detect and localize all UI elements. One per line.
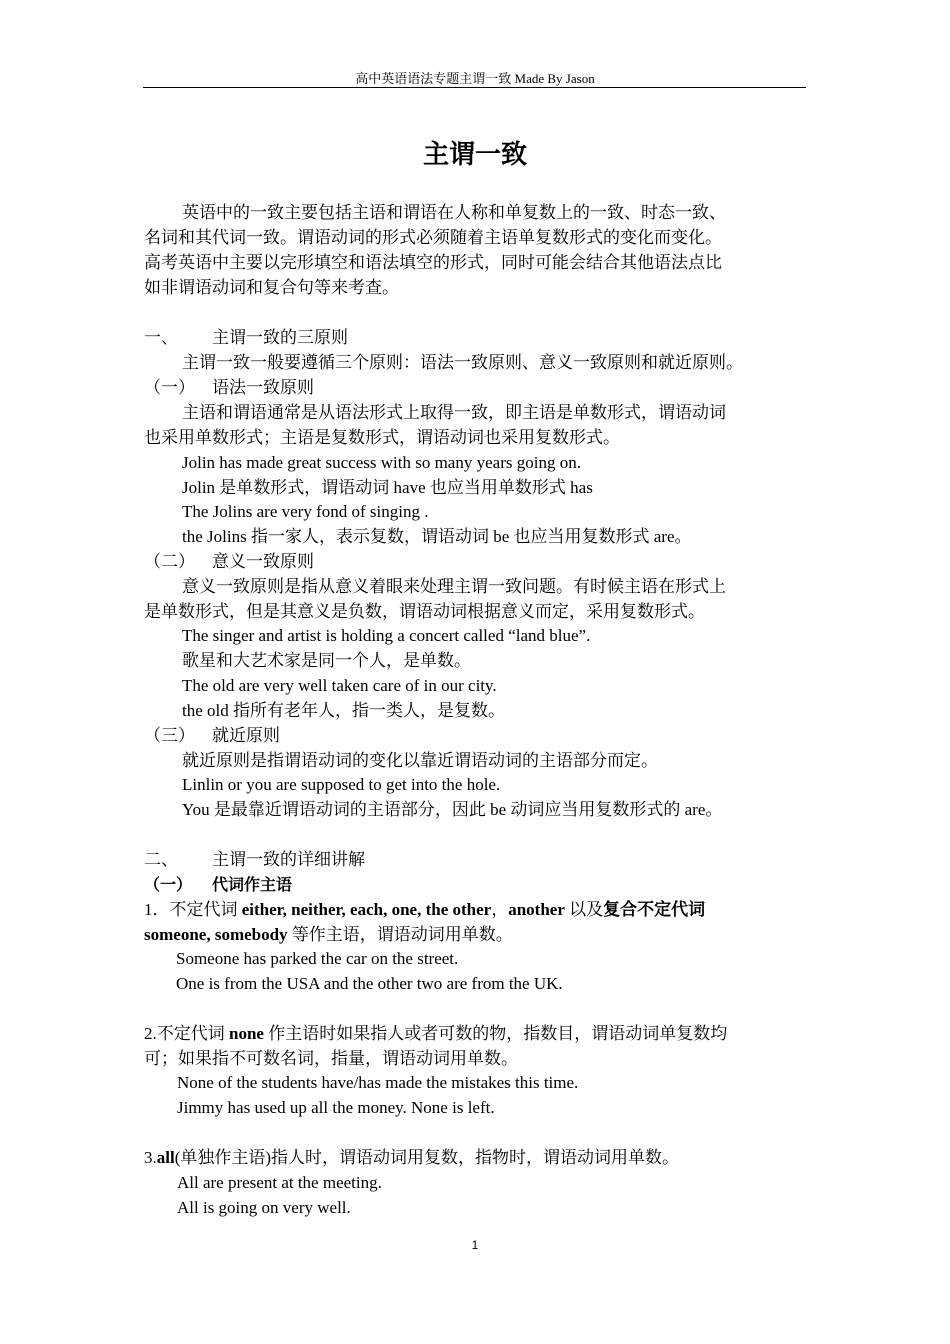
sub2-example-2: 歌星和大艺术家是同一个人，是单数。	[182, 651, 471, 670]
item2-example-2: Jimmy has used up all the money. None is left.	[177, 1098, 495, 1117]
item1-bold-3: 复合不定代词	[603, 900, 706, 920]
sub2-example-1: The singer and artist is holding a concert called “land blue”.	[182, 626, 591, 645]
item1-mid-1: ，	[491, 900, 509, 919]
intro-line-3: 高考英语中主要以完形填空和语法填空的形式，同时可能会结合其他语法点比	[144, 253, 722, 272]
item3-example-2: All is going on very well.	[177, 1198, 351, 1217]
item1-bold-2: another	[508, 900, 565, 919]
item2-line-2: 可；如果指不可数名词，指量，谓语动词用单数。	[144, 1049, 518, 1068]
section1-heading: 主谓一致的三原则	[212, 328, 348, 347]
item1-line-2	[144, 922, 513, 947]
sub2-heading: 意义一致原则	[212, 552, 314, 571]
sub3-example-1: Linlin or you are supposed to get into the hole.	[182, 775, 501, 794]
intro-line-2: 名词和其代词一致。谓语动词的形式必须随着主语单复数形式的变化而变化。	[144, 228, 722, 247]
item1-prefix: 1．不定代词	[144, 900, 242, 919]
item1-example-2: One is from the USA and the other two are from the UK.	[176, 974, 563, 993]
page-header: 高中英语语法专题主谓一致 Made By Jason	[355, 71, 595, 86]
section1-number: 一、	[144, 328, 178, 347]
page-title: 主谓一致	[422, 140, 527, 170]
sub3-example-2: You 是最靠近谓语动词的主语部分，因此 be 动词应当用复数形式的 are。	[182, 800, 723, 819]
item1-line2-rest: 等作主语，谓语动词用单数。	[287, 925, 513, 944]
sub1-number: （一）	[144, 378, 195, 397]
section2-heading: 主谓一致的详细讲解	[212, 850, 365, 869]
item2-example-1: None of the students have/has made the mistakes this time.	[177, 1073, 579, 1092]
item2-rest: 作主语时如果指人或者可数的物，指数目，谓语动词单复数均	[263, 1024, 728, 1043]
sub2-number: （二）	[144, 552, 195, 571]
page-number: 1	[471, 1238, 479, 1252]
sub1-example-3: The Jolins are very fond of singing .	[182, 502, 429, 521]
item2-line-1	[144, 1021, 727, 1046]
item1-line-1	[144, 897, 705, 923]
s2-sub1-number: （一）	[144, 875, 193, 894]
sub3-number: （三）	[144, 726, 195, 745]
item2-bold: none	[229, 1024, 264, 1043]
sub1-desc-2: 也采用单数形式；主语是复数形式，谓语动词也采用复数形式。	[144, 428, 620, 447]
item3-line-1	[144, 1145, 679, 1170]
sub2-desc-1: 意义一致原则是指从意义着眼来处理主谓一致问题。有时候主语在形式上	[182, 577, 726, 596]
s2-sub1-heading: 代词作主语	[212, 875, 293, 894]
intro-line-4: 如非谓语动词和复合句等来考查。	[144, 278, 399, 297]
item1-mid-2: 以及	[564, 900, 604, 919]
sub3-desc: 就近原则是指谓语动词的变化以靠近谓语动词的主语部分而定。	[182, 751, 658, 770]
item3-prefix: 3.	[144, 1148, 157, 1167]
sub1-example-2: Jolin 是单数形式，谓语动词 have 也应当用单数形式 has	[182, 478, 593, 497]
sub1-heading: 语法一致原则	[212, 378, 314, 397]
sub1-example-4: the Jolins 指一家人，表示复数，谓语动词 be 也应当用复数形式 are。	[182, 527, 692, 546]
sub2-example-4: the old 指所有老年人，指一类人，是复数。	[182, 701, 505, 720]
item3-bold: all	[156, 1148, 175, 1167]
item1-example-1: Someone has parked the car on the street.	[176, 949, 459, 968]
header-rule	[143, 87, 806, 88]
sub2-example-3: The old are very well taken care of in our city.	[182, 676, 497, 695]
item2-prefix: 2.不定代词	[144, 1024, 229, 1043]
item1-line2-bold: someone, somebody	[144, 925, 288, 944]
item1-bold-1: either, neither, each, one, the other	[241, 900, 492, 919]
item3-example-1: All are present at the meeting.	[177, 1173, 382, 1192]
section1-intro: 主谓一致一般要遵循三个原则：语法一致原则、意义一致原则和就近原则。	[182, 353, 743, 372]
sub3-heading: 就近原则	[212, 726, 280, 745]
intro-line-1: 英语中的一致主要包括主语和谓语在人称和单复数上的一致、时态一致、	[182, 203, 726, 222]
sub2-desc-2: 是单数形式，但是其意义是负数，谓语动词根据意义而定，采用复数形式。	[144, 602, 705, 621]
item3-rest: (单独作主语)指人时，谓语动词用复数，指物时，谓语动词用单数。	[174, 1148, 680, 1167]
sub1-desc-1: 主语和谓语通常是从语法形式上取得一致，即主语是单数形式，谓语动词	[182, 403, 726, 422]
sub1-example-1: Jolin has made great success with so many years going on.	[182, 453, 581, 472]
section2-number: 二、	[144, 850, 178, 869]
